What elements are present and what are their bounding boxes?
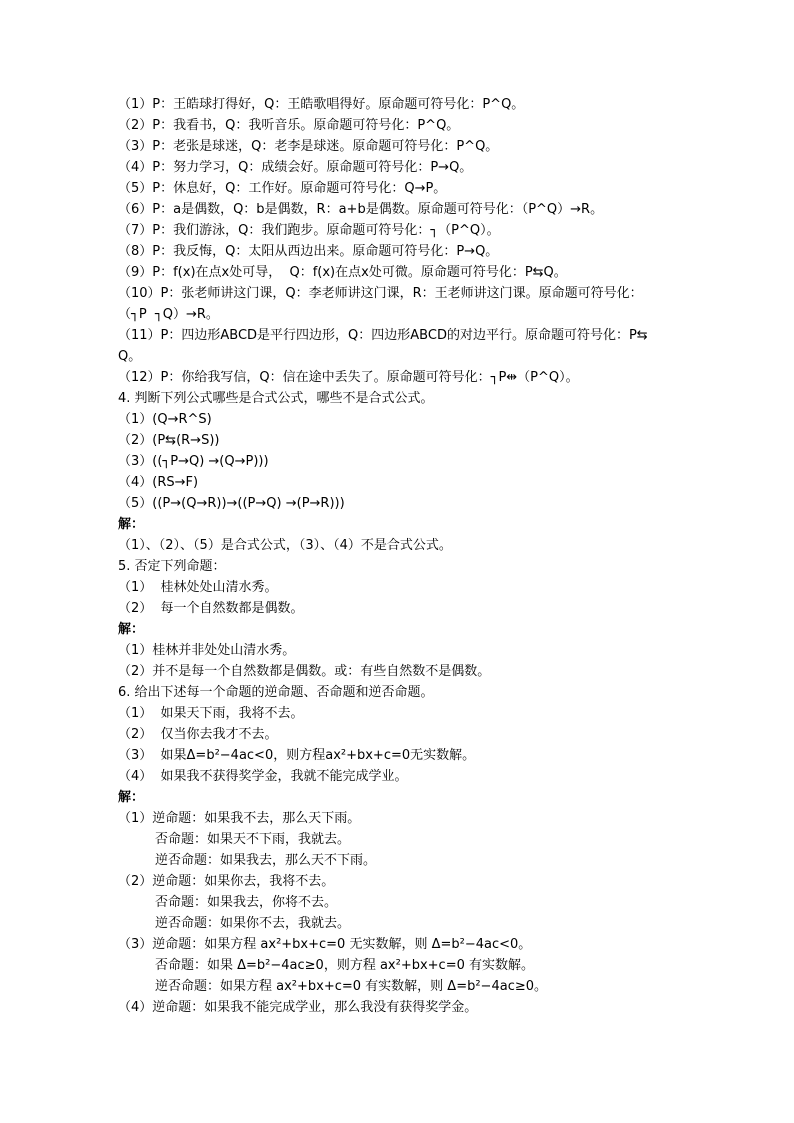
q6-item-3: （3） 如果Δ=b²−4ac<0，则方程ax²+bx+c=0无实数解。 <box>118 748 476 763</box>
q4-title: 4. 判断下列公式哪些是合式公式，哪些不是合式公式。 <box>118 391 434 406</box>
q5-answer-1: （1）桂林并非处处山清水秀。 <box>118 643 296 658</box>
s3-item-5: （5）P：休息好，Q：工作好。原命题可符号化：Q→P。 <box>118 181 447 196</box>
q4-item-3: （3）((┐P→Q) →(Q→P))) <box>118 454 269 469</box>
q6-answer-2-inverse: 否命题：如果我去，你将不去。 <box>155 895 338 910</box>
q6-answer-1-inverse: 否命题：如果天不下雨，我就去。 <box>155 832 351 847</box>
s3-item-6: （6）P：a是偶数，Q：b是偶数，R：a+b是偶数。原命题可符号化：（P^Q）→R。 <box>118 202 604 217</box>
q5-title: 5. 否定下列命题： <box>118 559 226 574</box>
s3-item-11a: （11）P：四边形ABCD是平行四边形，Q：四边形ABCD的对边平行。原命题可符号化：P⇆ <box>118 328 648 343</box>
q6-item-2: （2） 仅当你去我才不去。 <box>118 727 278 742</box>
s3-item-11b: Q。 <box>118 349 142 364</box>
s3-item-3: （3）P：老张是球迷，Q：老李是球迷。原命题可符号化：P^Q。 <box>118 139 499 154</box>
q6-item-4: （4） 如果我不获得奖学金，我就不能完成学业。 <box>118 769 408 784</box>
s3-item-4: （4）P：努力学习，Q：成绩会好。原命题可符号化：P→Q。 <box>118 160 473 175</box>
q5-answer-2: （2）并不是每一个自然数都是偶数。或：有些自然数不是偶数。 <box>118 664 491 679</box>
q4-answer: （1）、（2）、（5）是合式公式，（3）、（4）不是合式公式。 <box>118 538 452 553</box>
q6-answer-4-converse: （4）逆命题：如果我不能完成学业，那么我没有获得奖学金。 <box>118 1000 478 1015</box>
q6-answer-2-converse: （2）逆命题：如果你去，我将不去。 <box>118 874 335 889</box>
s3-item-10b: （┐P ┐Q）→R。 <box>118 307 219 322</box>
q4-item-2: （2）(P⇆(R→S)) <box>118 433 220 448</box>
s3-item-7: （7）P：我们游泳，Q：我们跑步。原命题可符号化：┐（P^Q）。 <box>118 223 500 238</box>
q4-item-4: （4）(RS→F) <box>118 475 199 490</box>
q6-answer-1-contrapositive: 逆否命题：如果我去，那么天不下雨。 <box>155 853 377 868</box>
s3-item-10a: （10）P：张老师讲这门课，Q：李老师讲这门课，R：王老师讲这门课。原命题可符号化： <box>118 286 643 301</box>
s3-item-1: （1）P：王皓球打得好，Q：王皓歌唱得好。原命题可符号化：P^Q。 <box>118 97 525 112</box>
q5-solution-label: 解： <box>118 622 145 637</box>
q5-item-1: （1） 桂林处处山清水秀。 <box>118 580 278 595</box>
q6-item-1: （1） 如果天下雨，我将不去。 <box>118 706 304 721</box>
q4-item-1: （1）(Q→R^S) <box>118 412 212 427</box>
q6-answer-2-contrapositive: 逆否命题：如果你不去，我就去。 <box>155 916 351 931</box>
q4-item-5: （5）((P→(Q→R))→((P→Q) →(P→R))) <box>118 496 345 511</box>
s3-item-2: （2）P：我看书，Q：我听音乐。原命题可符号化：P^Q。 <box>118 118 460 133</box>
q6-title: 6. 给出下述每一个命题的逆命题、否命题和逆否命题。 <box>118 685 434 700</box>
q6-solution-label: 解： <box>118 790 145 805</box>
q6-answer-3-converse: （3）逆命题：如果方程 ax²+bx+c=0 无实数解，则 Δ=b²−4ac<0。 <box>118 937 532 952</box>
q6-answer-1-converse: （1）逆命题：如果我不去，那么天下雨。 <box>118 811 361 826</box>
s3-item-8: （8）P：我反悔，Q：太阳从西边出来。原命题可符号化：P→Q。 <box>118 244 499 259</box>
s3-item-9: （9）P：f(x)在点x处可导， Q：f(x)在点x处可微。原命题可符号化：P⇆Q。 <box>118 265 567 280</box>
q6-answer-3-inverse: 否命题：如果 Δ=b²−4ac≥0，则方程 ax²+bx+c=0 有实数解。 <box>155 958 534 973</box>
q4-solution-label: 解： <box>118 517 145 532</box>
s3-item-12: （12）P：你给我写信，Q：信在途中丢失了。原命题可符号化：┐P⇹（P^Q）。 <box>118 370 579 385</box>
q5-item-2: （2） 每一个自然数都是偶数。 <box>118 601 304 616</box>
q6-answer-3-contrapositive: 逆否命题：如果方程 ax²+bx+c=0 有实数解，则 Δ=b²−4ac≥0。 <box>155 979 547 994</box>
